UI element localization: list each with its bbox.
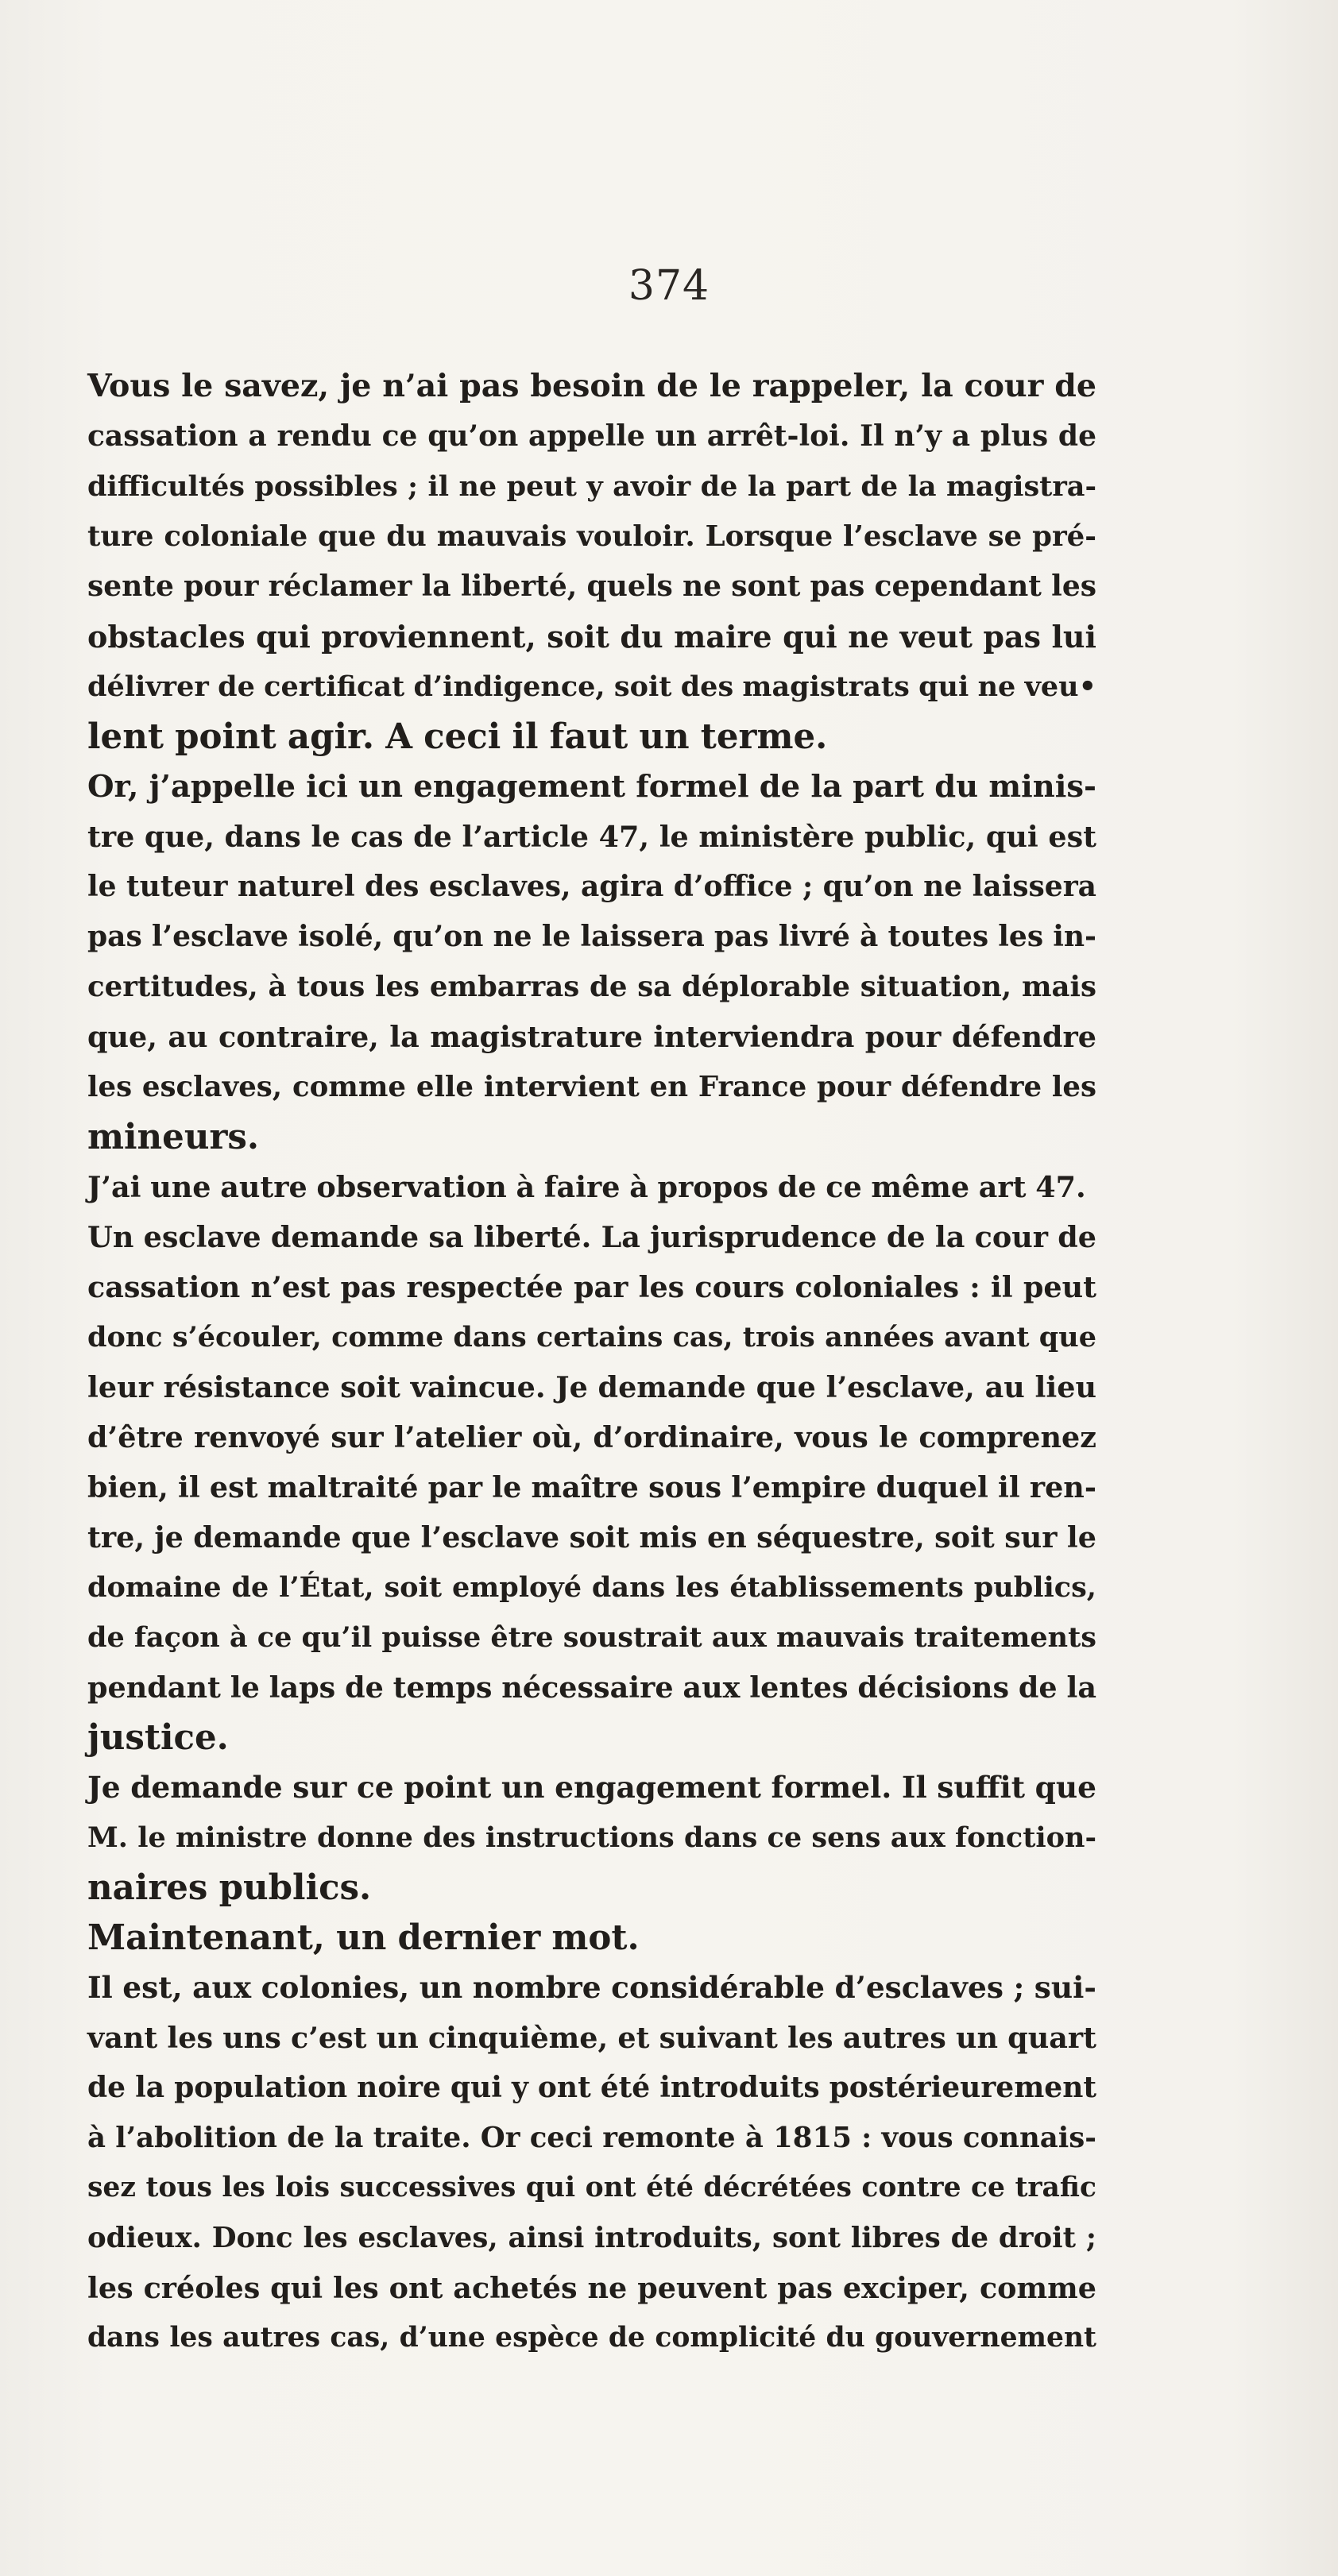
text-line: Je demande sur ce point un engagement formel. Il suffit que	[87, 1770, 1096, 1805]
page-number: 374	[628, 262, 710, 310]
text-line: Vous le savez, je n’ai pas besoin de le rappeler, la cour de	[87, 368, 1096, 404]
text-line: que, au contraire, la magistrature interviendra pour défendre	[87, 1020, 1096, 1054]
text-line: donc s’écouler, comme dans certains cas, trois années avant que	[87, 1321, 1096, 1354]
text-line: tre, je demande que l’esclave soit mis en séquestre, soit sur le	[87, 1520, 1096, 1554]
text-line: Or, j’appelle ici un engagement formel de la part du minis-	[87, 769, 1096, 805]
text-line: les esclaves, comme elle intervient en France pour défendre les	[87, 1071, 1096, 1103]
text-line: difficultés possibles ; il ne peut y avoir de la part de la magistra-	[87, 470, 1096, 503]
text-line: cassation a rendu ce qu’on appelle un arrêt-loi. Il n’y a plus de	[87, 419, 1096, 453]
text-line: sez tous les lois successives qui ont été décrétées contre ce trafic	[87, 2172, 1096, 2203]
text-line: pendant le laps de temps nécessaire aux lentes décisions de la	[87, 1670, 1096, 1705]
text-line: bien, il est maltraité par le maître sous l’empire duquel il ren-	[87, 1470, 1096, 1504]
text-line: justice.	[87, 1717, 229, 1758]
text-line: sente pour réclamer la liberté, quels ne sont pas cependant les	[87, 570, 1096, 603]
text-line: naires publics.	[87, 1867, 372, 1908]
body-text	[87, 361, 1096, 2363]
text-line: Il est, aux colonies, un nombre considérable d’esclaves ; sui-	[87, 1970, 1096, 2005]
text-line: à l’abolition de la traite. Or ceci remonte à 1815 : vous connais-	[87, 2122, 1096, 2154]
text-line: cassation n’est pas respectée par les cours coloniales : il peut	[87, 1270, 1096, 1304]
text-line: le tuteur naturel des esclaves, agira d’office ; qu’on ne laissera	[87, 870, 1096, 903]
text-line: pas l’esclave isolé, qu’on ne le laissera pas livré à toutes les in-	[87, 920, 1096, 953]
text-line: odieux. Donc les esclaves, ainsi introduits, sont libres de droit ;	[87, 2222, 1096, 2254]
text-line: délivrer de certificat d’indigence, soit des magistrats qui ne veu•	[87, 670, 1096, 703]
text-line: leur résistance soit vaincue. Je demande que l’esclave, au lieu	[87, 1370, 1096, 1404]
text-line: domaine de l’État, soit employé dans les établissements publics,	[87, 1571, 1096, 1604]
text-line: J’ai une autre observation à faire à propos de ce même art 47.	[87, 1170, 1086, 1204]
text-line: Un esclave demande sa liberté. La jurisprudence de la cour de	[87, 1220, 1096, 1254]
text-line: mineurs.	[87, 1117, 260, 1157]
text-line: les créoles qui les ont achetés ne peuvent pas exciper, comme	[87, 2271, 1096, 2305]
text-line: certitudes, à tous les embarras de sa déplorable situation, mais	[87, 971, 1096, 1003]
text-line: de la population noire qui y ont été introduits postérieurement	[87, 2071, 1096, 2104]
text-line: obstacles qui proviennent, soit du maire qui ne veut pas lui	[87, 619, 1096, 655]
text-line: M. le ministre donne des instructions dans ce sens aux fonction-	[87, 1821, 1096, 1854]
text-line: vant les uns c’est un cinquième, et suivant les autres un quart	[87, 2021, 1096, 2055]
text-line: ture coloniale que du mauvais vouloir. Lorsque l’esclave se pré-	[87, 520, 1096, 553]
text-line: dans les autres cas, d’une espèce de complicité du gouvernement	[87, 2322, 1096, 2354]
text-line: Maintenant, un dernier mot.	[87, 1918, 640, 1958]
text-line: tre que, dans le cas de l’article 47, le ministère public, qui est	[87, 820, 1096, 854]
text-line: lent point agir. A ceci il faut un terme.	[87, 716, 828, 757]
text-line: de façon à ce qu’il puisse être soustrait aux mauvais traitements	[87, 1621, 1096, 1654]
text-line: d’être renvoyé sur l’atelier où, d’ordinaire, vous le comprenez	[87, 1420, 1096, 1454]
